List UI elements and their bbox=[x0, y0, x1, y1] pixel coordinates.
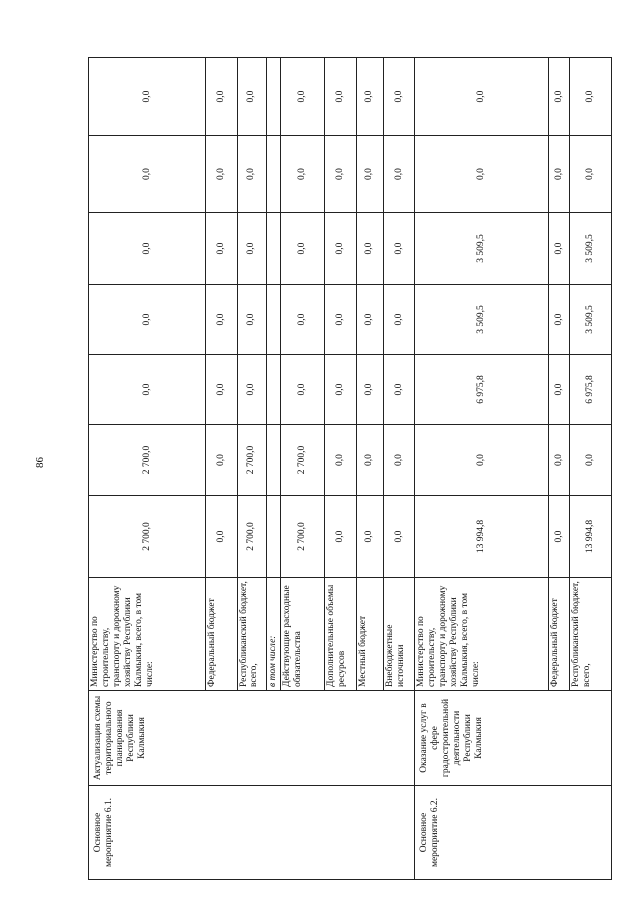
value-cell: 0,0 bbox=[206, 285, 237, 355]
source-cell: Действующие расходные обязательства bbox=[281, 578, 325, 691]
table-row bbox=[89, 58, 206, 880]
value-cell: 0,0 bbox=[415, 58, 549, 136]
value-cell: 2 700,0 bbox=[281, 496, 325, 578]
activity-name-cell: Оказание услуг в сфере градостроительной деятельности Республики Калмыкия bbox=[415, 691, 612, 786]
value-cell: 0,0 bbox=[356, 285, 383, 355]
value-cell: 3 509,5 bbox=[570, 213, 612, 285]
value-cell: 0,0 bbox=[206, 136, 237, 213]
value-cell: 0,0 bbox=[281, 285, 325, 355]
value-cell: 0,0 bbox=[89, 136, 206, 213]
value-cell: 0,0 bbox=[549, 58, 570, 136]
source-cell: Внебюджетные источники bbox=[383, 578, 414, 691]
value-cell: 0,0 bbox=[325, 355, 356, 425]
source-cell: Федеральный бюджет bbox=[549, 578, 570, 691]
source-cell: Республиканский бюджет, всего, bbox=[570, 578, 612, 691]
value-cell: 0,0 bbox=[206, 425, 237, 496]
value-cell bbox=[266, 285, 281, 355]
value-cell: 0,0 bbox=[206, 213, 237, 285]
value-cell: 2 700,0 bbox=[281, 425, 325, 496]
value-cell: 0,0 bbox=[206, 355, 237, 425]
value-cell: 3 509,5 bbox=[415, 285, 549, 355]
value-cell: 0,0 bbox=[281, 58, 325, 136]
value-cell: 0,0 bbox=[325, 58, 356, 136]
value-cell bbox=[266, 355, 281, 425]
value-cell: 2 700,0 bbox=[237, 425, 266, 496]
value-cell: 0,0 bbox=[325, 285, 356, 355]
value-cell: 0,0 bbox=[415, 425, 549, 496]
value-cell: 2 700,0 bbox=[89, 496, 206, 578]
value-cell: 0,0 bbox=[356, 213, 383, 285]
table-row bbox=[415, 58, 549, 880]
value-cell bbox=[266, 213, 281, 285]
value-cell: 13 994,8 bbox=[415, 496, 549, 578]
value-cell: 0,0 bbox=[549, 355, 570, 425]
value-cell: 0,0 bbox=[206, 496, 237, 578]
value-cell: 0,0 bbox=[356, 496, 383, 578]
value-cell: 3 509,5 bbox=[415, 213, 549, 285]
value-cell: 0,0 bbox=[325, 213, 356, 285]
value-cell: 0,0 bbox=[356, 425, 383, 496]
source-cell: Местный бюджет bbox=[356, 578, 383, 691]
value-cell: 0,0 bbox=[383, 496, 414, 578]
value-cell: 0,0 bbox=[237, 355, 266, 425]
value-cell: 0,0 bbox=[356, 58, 383, 136]
value-cell: 0,0 bbox=[549, 136, 570, 213]
value-cell: 0,0 bbox=[206, 58, 237, 136]
value-cell: 0,0 bbox=[549, 425, 570, 496]
value-cell: 0,0 bbox=[325, 425, 356, 496]
value-cell: 6 975,8 bbox=[415, 355, 549, 425]
value-cell: 2 700,0 bbox=[237, 496, 266, 578]
rotated-table-container bbox=[88, 58, 612, 880]
source-cell: в том числе: bbox=[266, 578, 281, 691]
value-cell bbox=[266, 425, 281, 496]
value-cell: 0,0 bbox=[383, 213, 414, 285]
value-cell: 0,0 bbox=[281, 213, 325, 285]
source-cell: Федеральный бюджет bbox=[206, 578, 237, 691]
value-cell: 0,0 bbox=[549, 213, 570, 285]
value-cell: 0,0 bbox=[89, 213, 206, 285]
value-cell: 13 994,8 bbox=[570, 496, 612, 578]
source-cell: Дополнительные объемы ресурсов bbox=[325, 578, 356, 691]
value-cell: 0,0 bbox=[281, 136, 325, 213]
source-cell: Министерство по строительству, транспорту и дорожному хозяйству Республики Калмыкия, всего, в том числе: bbox=[415, 578, 549, 691]
value-cell: 0,0 bbox=[356, 355, 383, 425]
value-cell: 0,0 bbox=[570, 136, 612, 213]
value-cell: 0,0 bbox=[237, 58, 266, 136]
value-cell: 0,0 bbox=[89, 355, 206, 425]
value-cell: 0,0 bbox=[325, 136, 356, 213]
page-number: 86 bbox=[34, 457, 46, 468]
value-cell: 0,0 bbox=[383, 58, 414, 136]
value-cell bbox=[266, 58, 281, 136]
value-cell: 0,0 bbox=[356, 136, 383, 213]
value-cell bbox=[266, 136, 281, 213]
value-cell: 0,0 bbox=[570, 58, 612, 136]
source-cell: Министерство по строительству, транспорту и дорожному хозяйству Республики Калмыкия, всего, в том числе: bbox=[89, 578, 206, 691]
value-cell: 0,0 bbox=[570, 425, 612, 496]
value-cell: 2 700,0 bbox=[89, 425, 206, 496]
value-cell: 0,0 bbox=[89, 58, 206, 136]
value-cell: 0,0 bbox=[237, 136, 266, 213]
activity-name-cell: Актуализация схемы территориального планирования Республики Калмыкия bbox=[89, 691, 415, 786]
value-cell: 3 509,5 bbox=[570, 285, 612, 355]
value-cell: 0,0 bbox=[281, 355, 325, 425]
value-cell: 0,0 bbox=[89, 285, 206, 355]
value-cell: 0,0 bbox=[325, 496, 356, 578]
value-cell: 0,0 bbox=[549, 285, 570, 355]
value-cell bbox=[266, 496, 281, 578]
value-cell: 0,0 bbox=[237, 213, 266, 285]
value-cell: 0,0 bbox=[383, 425, 414, 496]
value-cell: 0,0 bbox=[383, 136, 414, 213]
budget-table bbox=[88, 57, 612, 880]
value-cell: 0,0 bbox=[415, 136, 549, 213]
value-cell: 0,0 bbox=[549, 496, 570, 578]
source-cell: Республиканский бюджет, всего, bbox=[237, 578, 266, 691]
value-cell: 0,0 bbox=[383, 285, 414, 355]
value-cell: 0,0 bbox=[383, 355, 414, 425]
value-cell: 6 975,8 bbox=[570, 355, 612, 425]
activity-cell: Основное мероприятие 6.1. bbox=[89, 786, 415, 880]
activity-cell: Основное мероприятие 6.2. bbox=[415, 786, 612, 880]
value-cell: 0,0 bbox=[237, 285, 266, 355]
